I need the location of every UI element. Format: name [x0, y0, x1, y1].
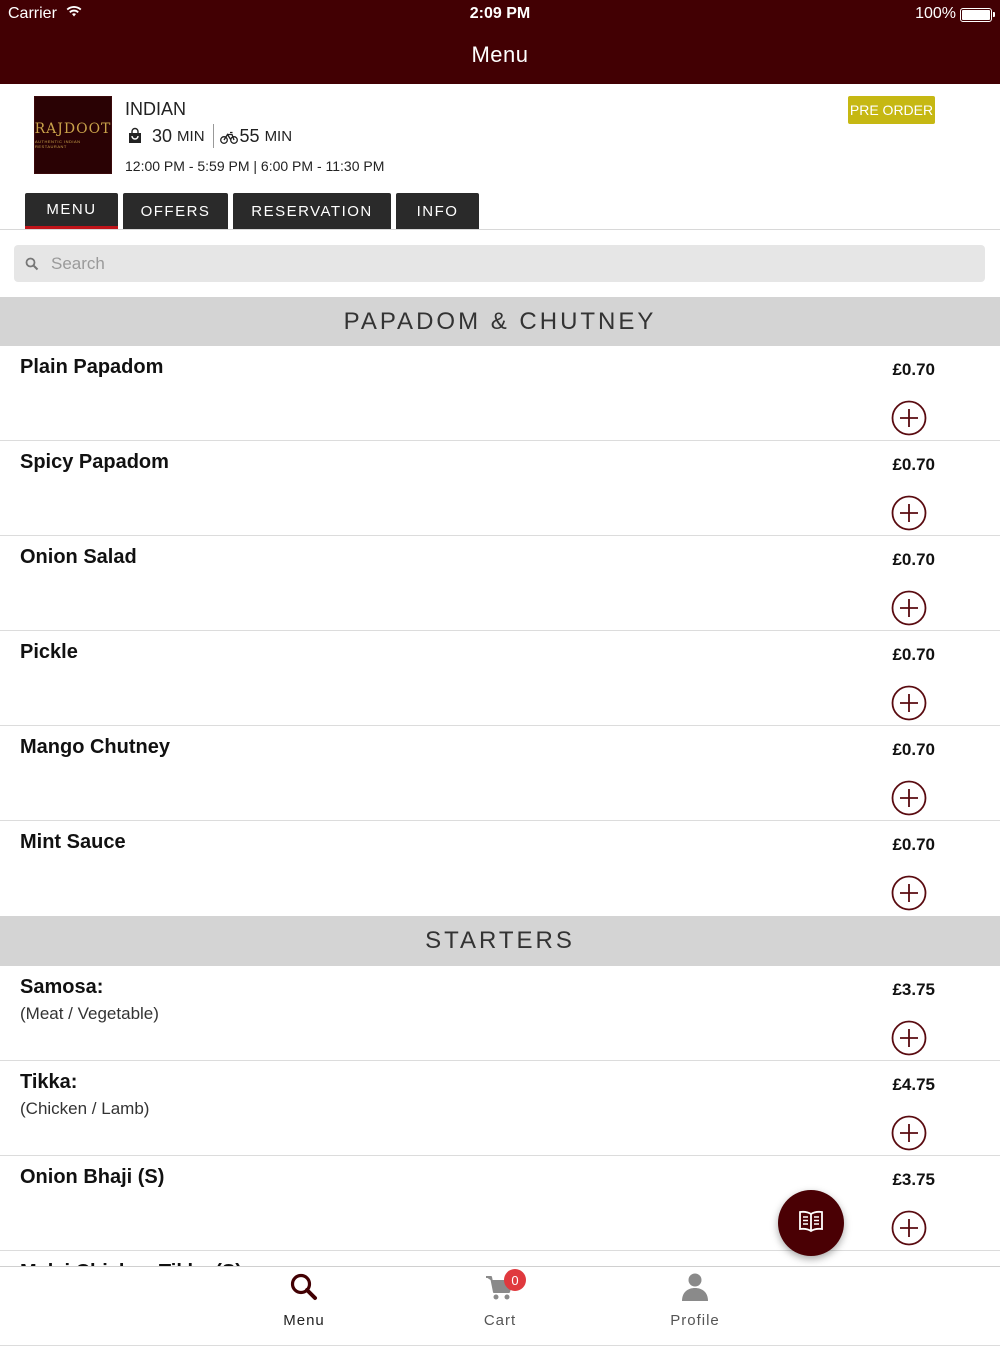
logo-text: RAJDOOT [34, 121, 112, 137]
delivery-bike-icon [220, 129, 238, 143]
item-name: Mango Chutney [20, 736, 170, 758]
logo-subtitle: AUTHENTIC INDIAN RESTAURANT [35, 139, 81, 149]
menu-item[interactable] [0, 441, 1000, 536]
cuisine-label: INDIAN [125, 99, 187, 119]
add-item-icon[interactable] [891, 780, 927, 816]
add-item-icon[interactable] [891, 400, 927, 436]
tab-menu[interactable]: MENU [25, 193, 118, 229]
item-name: Mint Sauce [20, 831, 126, 853]
section-header: PAPADOM & CHUTNEY [0, 297, 1000, 346]
status-bar [0, 4, 1000, 26]
tab-offers[interactable]: OFFERS [123, 193, 228, 229]
menu-item[interactable] [0, 726, 1000, 821]
add-item-icon[interactable] [891, 1210, 927, 1246]
bottom-tab-label: Cart [483, 1312, 517, 1329]
search-bar[interactable] [14, 245, 985, 282]
top-bar [0, 0, 1000, 84]
menu-item[interactable] [0, 631, 1000, 726]
item-price: £4.75 [892, 1075, 935, 1094]
time-estimates [128, 124, 292, 148]
add-item-icon[interactable] [891, 685, 927, 721]
add-item-icon[interactable] [891, 875, 927, 911]
restaurant-tabs [25, 193, 484, 229]
battery-icon [960, 8, 992, 22]
delivery-time-unit: MIN [264, 127, 293, 145]
item-price: £0.70 [892, 550, 935, 569]
pre-order-badge[interactable]: PRE ORDER [848, 96, 935, 124]
item-name: Onion Bhaji (S) [20, 1166, 165, 1188]
tab-reservation[interactable]: RESERVATION [233, 193, 391, 229]
tab-info[interactable]: INFO [396, 193, 479, 229]
profile-icon [679, 1271, 711, 1303]
cart-icon [484, 1271, 519, 1303]
bottom-tab-label: Profile [670, 1312, 720, 1329]
item-name: Tikka: [20, 1071, 78, 1093]
item-price: £0.70 [892, 360, 935, 379]
add-item-icon[interactable] [891, 495, 927, 531]
menu-item[interactable] [0, 966, 1000, 1061]
item-price: £0.70 [892, 455, 935, 474]
menu-list[interactable] [0, 297, 1000, 1266]
collection-bag-icon [128, 129, 142, 143]
item-description: (Meat / Vegetable) [20, 1004, 159, 1023]
bottom-tab-profile[interactable] [635, 1267, 755, 1335]
item-name: Spicy Papadom [20, 451, 169, 473]
bottom-tab-label: Menu [283, 1312, 325, 1329]
item-price: £0.70 [892, 740, 935, 759]
tabs-divider [0, 229, 1000, 230]
search-input[interactable] [51, 254, 951, 274]
section-header: STARTERS [0, 916, 1000, 966]
item-name: Plain Papadom [20, 356, 164, 378]
item-description: (Chicken / Lamb) [20, 1099, 150, 1118]
restaurant-logo [34, 96, 112, 174]
search-icon [25, 257, 39, 271]
battery-percent: 100% [915, 5, 956, 22]
search-icon [288, 1271, 320, 1303]
open-book-icon [798, 1209, 824, 1238]
page-title: Menu [471, 42, 529, 67]
item-name: Onion Salad [20, 546, 137, 568]
menu-book-button[interactable] [778, 1190, 844, 1256]
bottom-tab-menu[interactable] [244, 1267, 364, 1335]
add-item-icon[interactable] [891, 590, 927, 626]
menu-item[interactable] [0, 821, 1000, 916]
collection-time-unit: MIN [177, 127, 205, 145]
menu-item[interactable] [0, 536, 1000, 631]
item-name: Samosa: [20, 976, 104, 998]
collection-time: 30 [152, 125, 173, 146]
bottom-tab-cart[interactable] [440, 1267, 560, 1335]
menu-item[interactable] [0, 1156, 1000, 1251]
divider [213, 124, 214, 148]
add-item-icon[interactable] [891, 1115, 927, 1151]
item-price: £0.70 [892, 835, 935, 854]
bottom-tab-bar [0, 1266, 1000, 1334]
item-price: £3.75 [892, 980, 935, 999]
item-price: £3.75 [892, 1170, 935, 1189]
item-price: £0.70 [892, 645, 935, 664]
add-item-icon[interactable] [891, 1020, 927, 1056]
carrier-label: Carrier [8, 5, 57, 22]
menu-item[interactable] [0, 346, 1000, 441]
cart-count-badge: 0 [504, 1269, 526, 1291]
status-time: 2:09 PM [469, 5, 531, 22]
opening-hours: 12:00 PM - 5:59 PM | 6:00 PM - 11:30 PM [125, 158, 385, 174]
menu-item[interactable] [0, 1061, 1000, 1156]
delivery-time: 55 [239, 125, 260, 146]
item-name: Pickle [20, 641, 78, 663]
